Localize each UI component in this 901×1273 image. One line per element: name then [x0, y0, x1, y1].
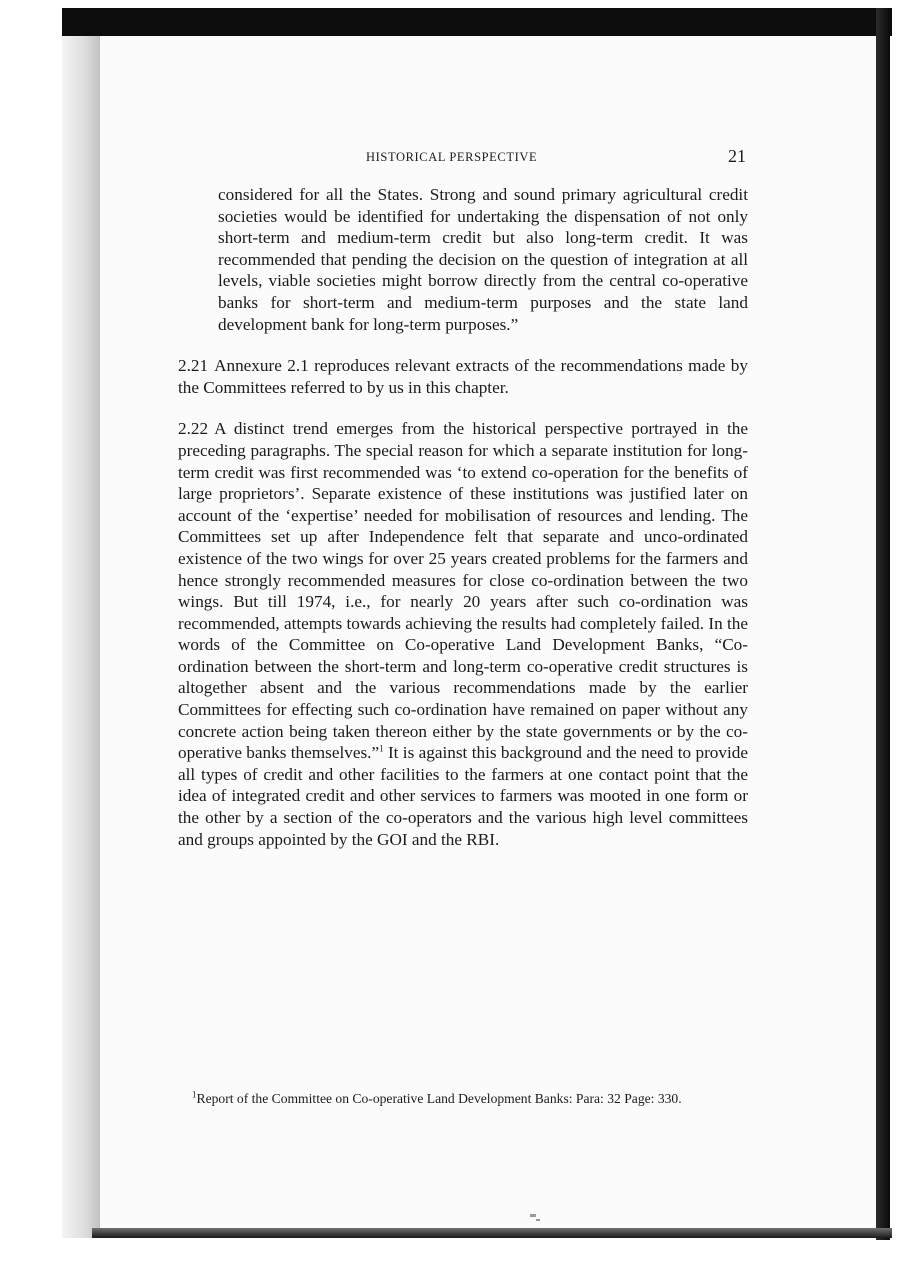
paragraph-number: 2.22	[178, 419, 209, 439]
body-text	[178, 184, 748, 850]
paragraph-text-continued: It is against this background and the need to provide all types of credit and other facilities to the farmers at one contact point that the idea of integrated credit and other services to farmers was mooted in one form or the other by a section of the co-operators and the various high level committees and groups appointed by the GOI and the RBI.	[178, 743, 748, 849]
paragraph-2-21	[178, 355, 748, 398]
footnote-text: Report of the Committee on Co-operative Land Development Banks: Para: 32 Page: 330.	[196, 1091, 682, 1106]
book-page	[100, 36, 876, 1228]
running-head: HISTORICAL PERSPECTIVE	[366, 150, 538, 164]
footnote	[192, 1090, 772, 1108]
scan-bottom-border	[92, 1228, 892, 1238]
paragraph-2-22	[178, 418, 748, 850]
scan-right-border	[876, 8, 890, 1240]
paragraph-text: Annexure 2.1 reproduces relevant extracts of the recommendations made by the Committees referred to by us in this chapter.	[178, 356, 748, 397]
quoted-passage: considered for all the States. Strong and sound primary agricultural credit societies would be identified for undertaking the dispensation of not only short-term and medium-term credit but also long-term credit. It was recommended that pending the decision on the question of integration at all levels, viable societies might borrow directly from the central co-operative banks for short-term and medium-term purposes and the state land development bank for long-term purposes.”	[218, 185, 748, 334]
footnote-reference: 1	[379, 743, 384, 754]
paragraph-number: 2.21	[178, 356, 209, 376]
paragraph-text: A distinct trend emerges from the historical perspective portrayed in the preceding paragraphs. The special reason for which a separate institution for long-term credit was first recommended was ‘to extend co-operation for the benefits of large proprietors’. Separate existence of these institutions was justified later on account of the ‘expertise’ needed for mobilisation of resources and lending. The Committees set up after Independence felt that separate and unco-ordinated existence of the two wings for over 25 years created problems for the farmers and hence strongly recommended measures for close co-ordination between the two wings. But till 1974, i.e., for nearly 20 years after such co-ordination was recommended, attempts towards achieving the results had completely failed. In the words of the Committee on Co-operative Land Development Banks, “Co-ordination between the short-term and long-term co-operative credit structures is altogether absent and the various recommendations made by the earlier Committees for effecting such co-ordination have remained on paper without any concrete action being taken thereon either by the state governments or by the co-operative banks themselves.”	[178, 419, 748, 763]
page-number: 21	[728, 146, 746, 166]
scan-left-margin	[62, 8, 102, 1238]
scan-speck	[536, 1219, 540, 1221]
page-header	[100, 146, 876, 170]
scan-speck	[530, 1214, 536, 1217]
footnote-marker: 1	[192, 1089, 197, 1100]
scan-top-border	[62, 8, 892, 36]
